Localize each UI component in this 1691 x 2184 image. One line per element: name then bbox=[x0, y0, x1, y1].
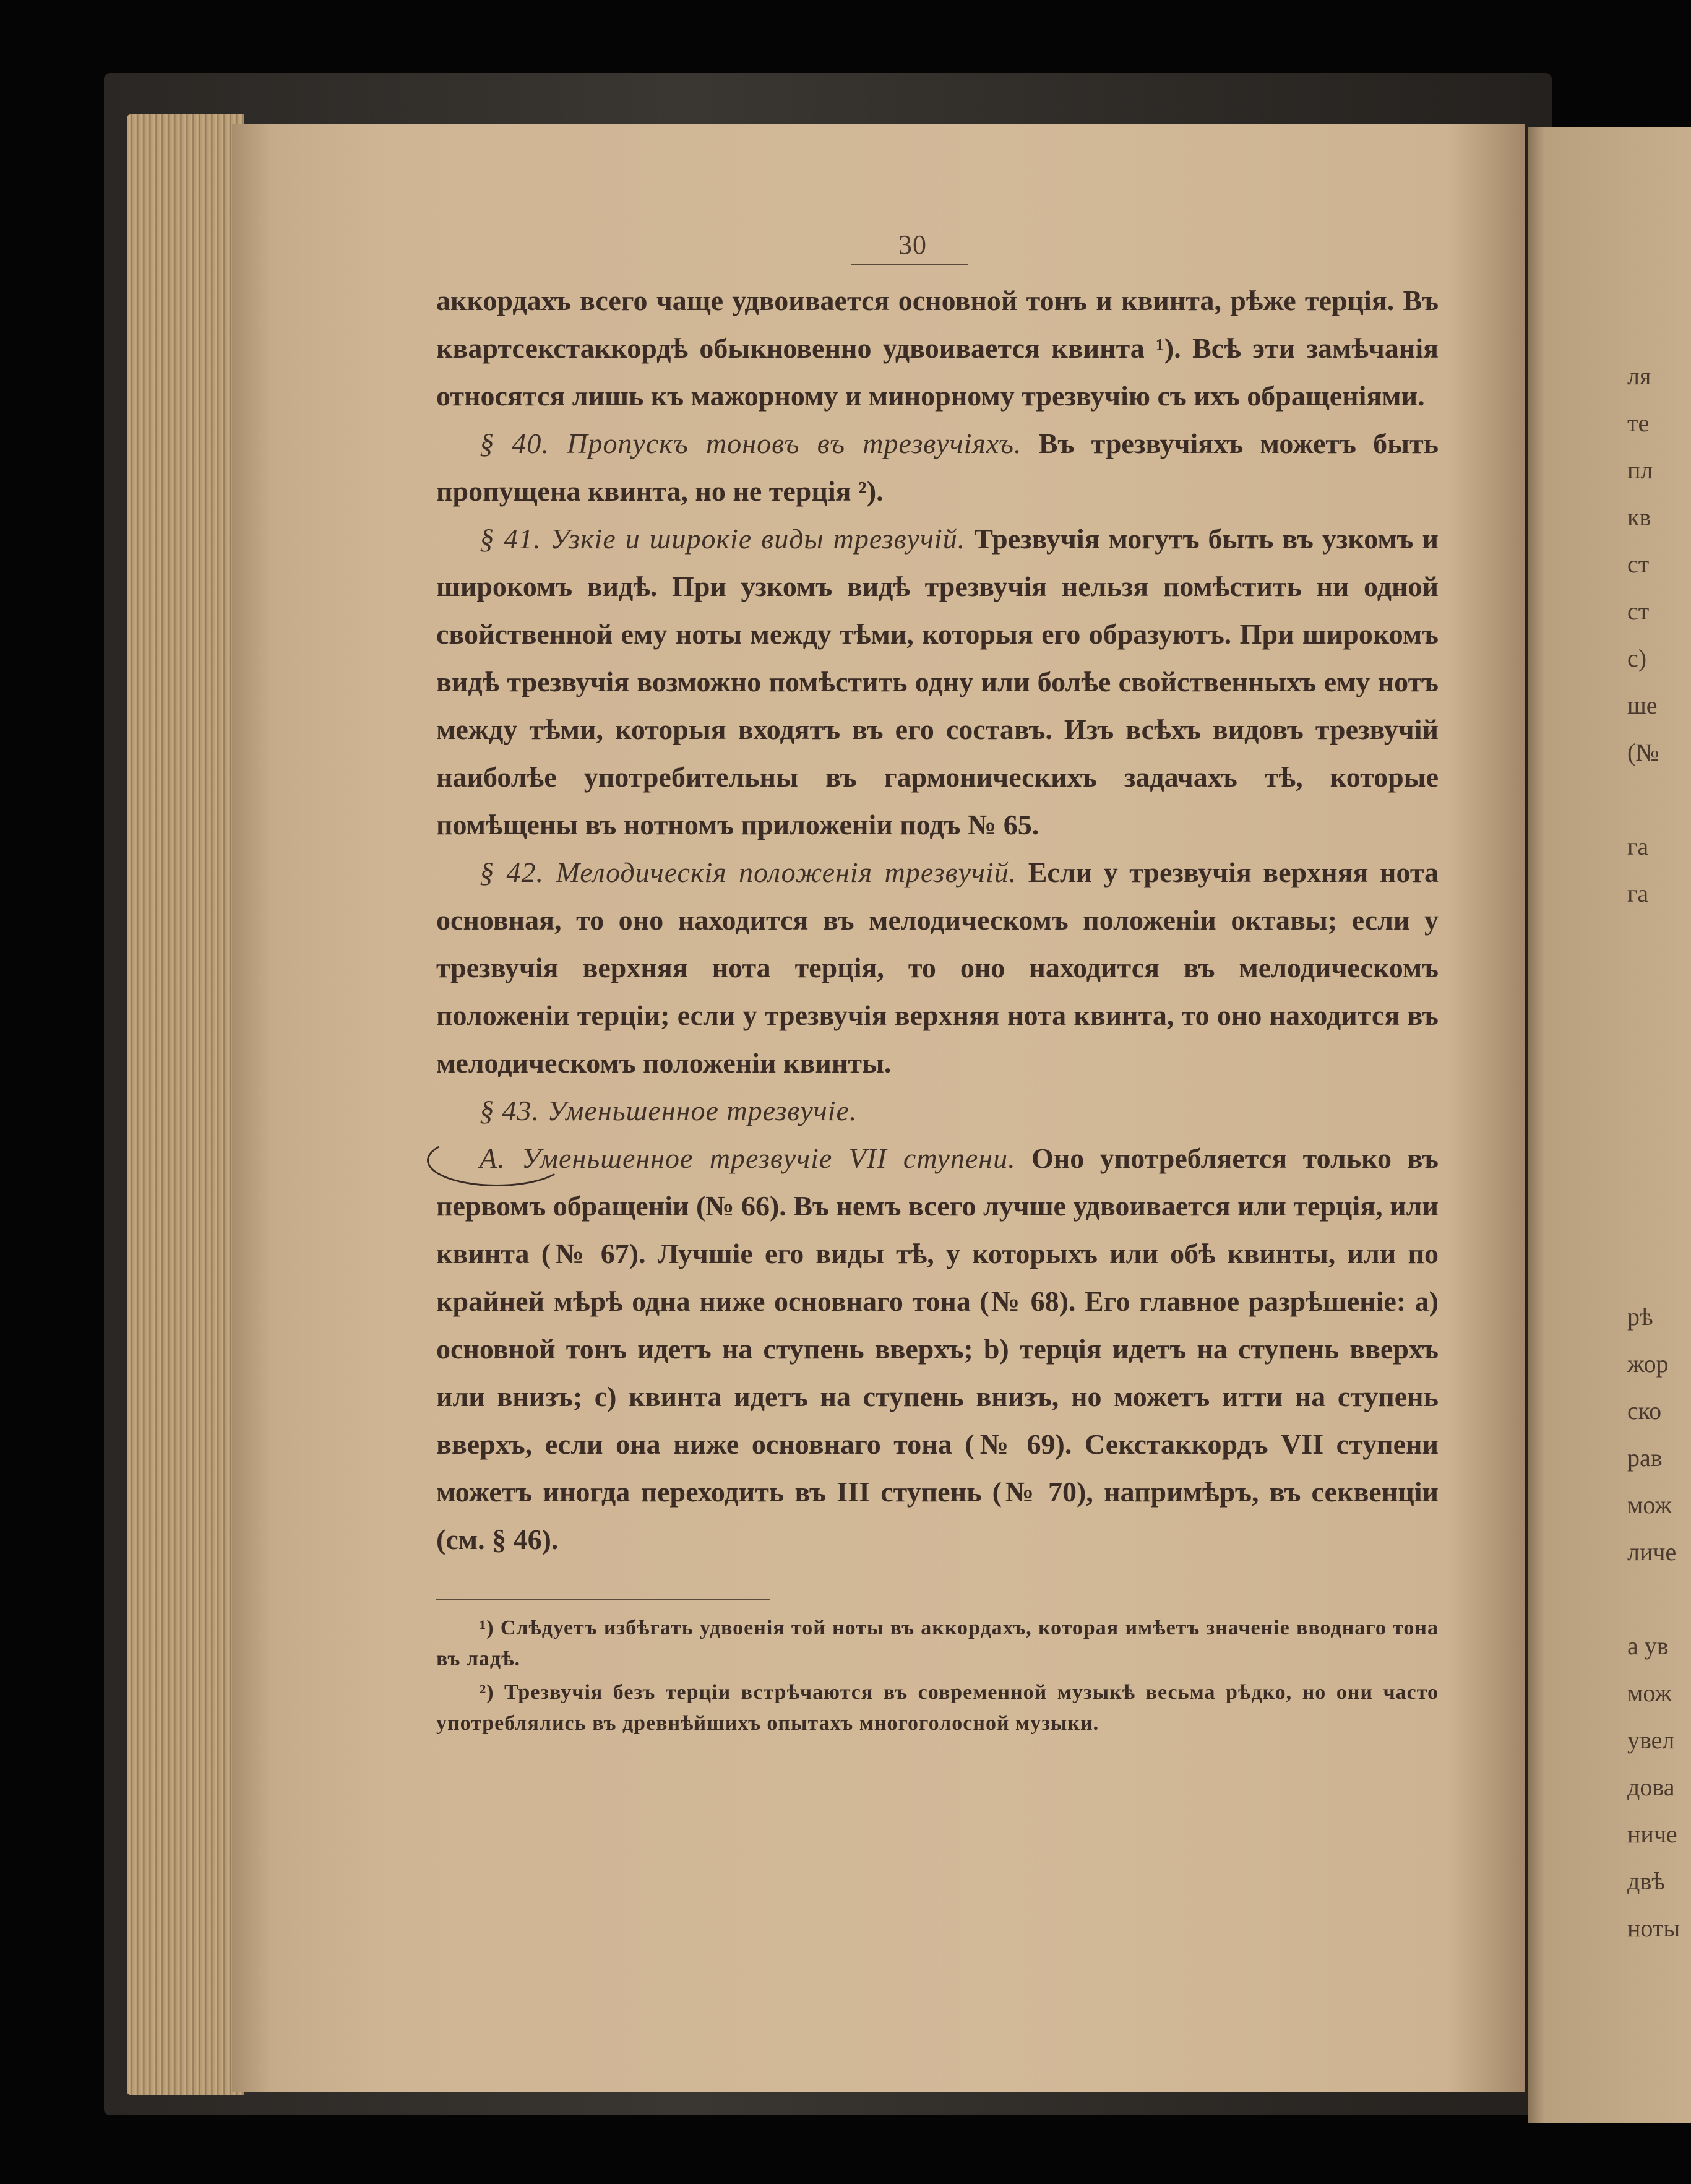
right-page-fragment bbox=[1627, 1199, 1691, 1246]
pencil-annotation bbox=[427, 1134, 567, 1186]
right-page-fragment: га bbox=[1627, 832, 1649, 860]
paragraph-text: Оно употребляется только въ первомъ обращеніи (№ 66). Въ немъ всего лучше удвоивается или терція, или квинта (№ 67). Лучшіе его виды тѣ, у которыхъ или обѣ квинты, или по крайней мѣрѣ одна ниже основнаго тона (№ 68). Его главное разрѣшеніе: a) основной тонъ идетъ на ступень вверхъ; b) терція идетъ на ступень вверхъ или внизъ; c) квинта идетъ на ступень внизъ, но можетъ итти на ступень вверхъ, если она ниже основнаго тона (№ 69). Секстаккордъ VII ступени можетъ иногда переходить въ III ступень (№ 70), напримѣръ, въ секвенціи (см. § 46). bbox=[436, 1142, 1439, 1555]
right-page-fragment: мож bbox=[1627, 1491, 1672, 1519]
right-page-fragment: с) bbox=[1627, 644, 1647, 672]
right-page-fragment: ниче bbox=[1627, 1820, 1677, 1848]
paragraph-40 bbox=[436, 420, 1439, 515]
paragraph-text: Если у трезвучія верхняя нота основная, то оно находится въ мелодическомъ положеніи октавы; если у трезвучія верхняя нота терція, то оно находится въ мелодическомъ положеніи терціи; если у трезвучія верхняя нота квинта, то оно находится въ мелодическомъ положеніи квинты. bbox=[436, 857, 1439, 1079]
right-page-fragment: увел bbox=[1627, 1726, 1675, 1754]
right-page-fragment bbox=[1627, 917, 1691, 964]
footnote-rule bbox=[436, 1599, 770, 1600]
section-heading: § 42. Мелодическія положенія трезвучій. bbox=[480, 857, 1017, 888]
section-heading: А. Уменьшенное трезвучіе VII ступени. bbox=[480, 1142, 1016, 1174]
paragraph-43 bbox=[436, 1087, 1439, 1134]
right-page-fragment: личе bbox=[1627, 1538, 1677, 1566]
paragraph-42 bbox=[436, 848, 1439, 1087]
right-page-fragment: (№ bbox=[1627, 738, 1659, 766]
paragraph-text: Трезвучія могутъ быть въ узкомъ и широкомъ видѣ. При узкомъ видѣ трезвучія нельзя помѣстить ни одной свойственной ему ноты между тѣми, которыя его образуютъ. При широкомъ видѣ трезвучія возможно помѣстить одну или болѣе свойственныхъ ему нотъ между тѣми, которыя входятъ въ его составъ. Изъ всѣхъ видовъ трезвучій наиболѣе употребительны въ гармоническихъ задачахъ тѣ, которые помѣщены въ нотномъ приложеніи подъ № 65. bbox=[436, 523, 1439, 840]
right-page-fragment: рав bbox=[1627, 1444, 1663, 1472]
right-page-fragment bbox=[1627, 1058, 1691, 1105]
page-edges bbox=[127, 114, 244, 2095]
book-page bbox=[232, 124, 1525, 2092]
paragraph-text: Въ трезвучіяхъ можетъ быть пропущена квинта, но не терція ²). bbox=[436, 428, 1439, 507]
right-page-fragment: га bbox=[1627, 879, 1649, 907]
paragraph-41 bbox=[436, 515, 1439, 848]
footnote-1: ¹) Слѣдуетъ избѣгать удвоенія той ноты въ аккордахъ, которая имѣетъ значеніе вводнаго тона въ ладѣ. bbox=[436, 1616, 1439, 1670]
right-page-fragment: кв bbox=[1627, 503, 1651, 531]
right-page-fragment bbox=[1627, 1105, 1691, 1152]
right-page-fragment bbox=[1627, 1152, 1691, 1199]
paragraph-text: аккордахъ всего чаще удвоивается основной тонъ и квинта, рѣже терція. Въ квартсекстаккордѣ обыкновенно удвоивается квинта ¹). Всѣ эти замѣчанія относятся лишь къ мажорному и минорному трезвучію съ ихъ обращеніями. bbox=[436, 285, 1439, 412]
paragraph-43a bbox=[436, 1134, 1439, 1563]
right-page-fragment: жор bbox=[1627, 1350, 1669, 1378]
section-heading: § 43. Уменьшенное трезвучіе. bbox=[480, 1095, 858, 1126]
page-content bbox=[436, 229, 1439, 1742]
right-page-fragment: двѣ bbox=[1627, 1867, 1665, 1895]
section-heading: § 40. Пропускъ тоновъ въ трезвучіяхъ. bbox=[480, 428, 1022, 459]
paragraph-intro bbox=[436, 277, 1439, 420]
page-number: 30 bbox=[898, 230, 927, 260]
right-page-fragment bbox=[1627, 1246, 1691, 1293]
right-page-fragment: ст bbox=[1627, 550, 1650, 578]
right-page-fragment: те bbox=[1627, 409, 1650, 437]
right-page-fragment: ля bbox=[1627, 362, 1651, 390]
right-page-fragment: ст bbox=[1627, 597, 1650, 625]
right-page-fragment: дова bbox=[1627, 1773, 1675, 1801]
right-page-fragment bbox=[1627, 1576, 1691, 1623]
right-page-fragment: рѣ bbox=[1627, 1303, 1653, 1331]
right-page-fragment: ше bbox=[1627, 691, 1658, 719]
right-page-fragment: пл bbox=[1627, 456, 1653, 484]
right-page-fragment: ско bbox=[1627, 1397, 1662, 1425]
right-page-fragment: ноты bbox=[1627, 1914, 1680, 1942]
right-page-fragment bbox=[1627, 776, 1691, 823]
right-page-fragment bbox=[1627, 1011, 1691, 1058]
right-page-fragment: а ув bbox=[1627, 1632, 1669, 1660]
page-number-rule bbox=[851, 264, 968, 265]
right-page-fragment: мож bbox=[1627, 1679, 1672, 1707]
footnote-2: ²) Трезвучія безъ терціи встрѣчаются въ современной музыкѣ весьма рѣдко, но они часто употреблялись въ древнѣйшихъ опытахъ многоголосной музыки. bbox=[436, 1681, 1439, 1735]
right-page-text bbox=[1627, 353, 1691, 1952]
section-heading: § 41. Узкіе и широкіе виды трезвучій. bbox=[480, 523, 966, 555]
right-page-fragment bbox=[1627, 964, 1691, 1011]
